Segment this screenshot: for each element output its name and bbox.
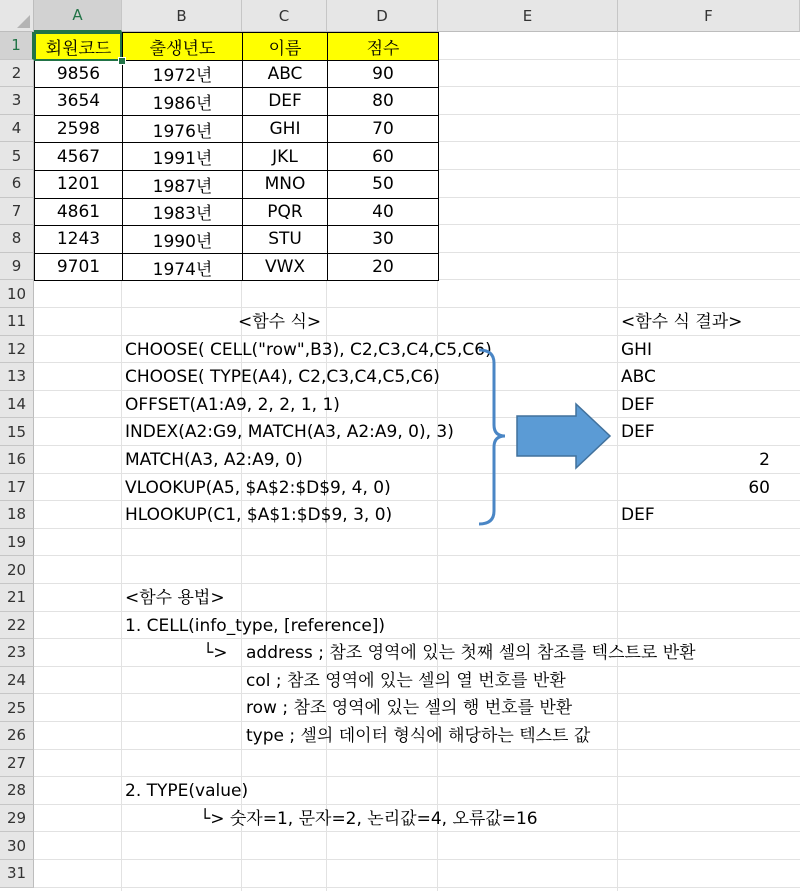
formula-text[interactable]: VLOOKUP(A5, $A$2:$D$9, 4, 0) bbox=[125, 477, 391, 498]
cell-function-heading[interactable]: 1. CELL(info_type, [reference]) bbox=[125, 615, 386, 636]
result-text[interactable]: DEF bbox=[621, 394, 655, 415]
row-header-31[interactable]: 31 bbox=[0, 860, 34, 888]
table-cell[interactable]: 90 bbox=[327, 60, 439, 89]
table-cell[interactable]: 1990년 bbox=[122, 225, 243, 254]
row-header-16[interactable]: 16 bbox=[0, 446, 34, 474]
table-cell[interactable]: 40 bbox=[327, 198, 439, 227]
right-arrow-icon[interactable] bbox=[517, 404, 610, 468]
column-header-f[interactable]: F bbox=[618, 0, 800, 32]
table-cell[interactable]: MNO bbox=[242, 170, 328, 199]
formula-text[interactable]: CHOOSE( TYPE(A4), C2,C3,C4,C5,C6) bbox=[125, 367, 440, 388]
formula-text[interactable]: OFFSET(A1:A9, 2, 2, 1, 1) bbox=[125, 394, 340, 415]
table-cell[interactable]: 1243 bbox=[34, 225, 123, 254]
result-text[interactable]: ABC bbox=[621, 367, 656, 388]
row-header-22[interactable]: 22 bbox=[0, 612, 34, 640]
column-header-c[interactable]: C bbox=[242, 0, 327, 32]
column-header-d[interactable]: D bbox=[327, 0, 438, 32]
cell-info-type-line[interactable]: type ; 셀의 데이터 형식에 해당하는 텍스트 값 bbox=[246, 726, 591, 746]
result-number[interactable]: 2 bbox=[759, 450, 770, 470]
row-header-1[interactable]: 1 bbox=[0, 32, 34, 60]
formula-text[interactable]: CHOOSE( CELL("row",B3), C2,C3,C4,C5,C6) bbox=[125, 339, 492, 360]
row-header-19[interactable]: 19 bbox=[0, 529, 34, 557]
table-cell[interactable]: 20 bbox=[327, 253, 439, 282]
table-cell[interactable]: 50 bbox=[327, 170, 439, 199]
formula-title[interactable]: <함수 식> bbox=[238, 312, 322, 332]
table-header-cell[interactable]: 출생년도 bbox=[122, 32, 243, 61]
row-header-26[interactable]: 26 bbox=[0, 722, 34, 750]
column-header-b[interactable]: B bbox=[122, 0, 242, 32]
row-header-9[interactable]: 9 bbox=[0, 253, 34, 281]
row-header-24[interactable]: 24 bbox=[0, 667, 34, 695]
row-header-10[interactable]: 10 bbox=[0, 280, 34, 308]
table-cell[interactable]: PQR bbox=[242, 198, 328, 227]
row-header-12[interactable]: 12 bbox=[0, 336, 34, 364]
fill-handle[interactable] bbox=[118, 57, 126, 65]
usage-title[interactable]: <함수 용법> bbox=[125, 588, 225, 608]
type-function-heading[interactable]: 2. TYPE(value) bbox=[125, 781, 249, 802]
cell-info-type-line[interactable]: address ; 참조 영역에 있는 첫째 셀의 참조를 텍스트로 반환 bbox=[246, 643, 696, 664]
row-header-2[interactable]: 2 bbox=[0, 60, 34, 88]
table-cell[interactable]: 70 bbox=[327, 115, 439, 144]
table-cell[interactable]: 1972년 bbox=[122, 60, 243, 89]
result-number[interactable]: 60 bbox=[748, 477, 770, 498]
row-header-15[interactable]: 15 bbox=[0, 418, 34, 446]
row-header-23[interactable]: 23 bbox=[0, 639, 34, 667]
table-cell[interactable]: JKL bbox=[242, 142, 328, 171]
table-cell[interactable]: 30 bbox=[327, 225, 439, 254]
table-cell[interactable]: 4861 bbox=[34, 198, 123, 227]
table-cell[interactable]: 1983년 bbox=[122, 198, 243, 227]
row-header-29[interactable]: 29 bbox=[0, 805, 34, 833]
cell-arrow-marker: └> bbox=[203, 643, 228, 664]
type-values-line[interactable]: └> 숫자=1, 문자=2, 논리값=4, 오류값=16 bbox=[200, 808, 538, 829]
row-header-5[interactable]: 5 bbox=[0, 142, 34, 170]
row-header-8[interactable]: 8 bbox=[0, 225, 34, 253]
result-text[interactable]: DEF bbox=[621, 505, 655, 526]
cell-info-type-line[interactable]: col ; 참조 영역에 있는 셀의 열 번호를 반환 bbox=[246, 670, 566, 691]
row-header-18[interactable]: 18 bbox=[0, 501, 34, 529]
column-header-e[interactable]: E bbox=[438, 0, 618, 32]
table-cell[interactable]: VWX bbox=[242, 253, 328, 282]
result-text[interactable]: DEF bbox=[621, 422, 655, 443]
result-title[interactable]: <함수 식 결과> bbox=[621, 312, 743, 332]
curly-brace-icon[interactable] bbox=[479, 350, 505, 524]
row-header-25[interactable]: 25 bbox=[0, 694, 34, 722]
column-header-a[interactable]: A bbox=[34, 0, 122, 32]
table-cell[interactable]: 60 bbox=[327, 142, 439, 171]
table-cell[interactable]: 80 bbox=[327, 87, 439, 116]
result-text[interactable]: GHI bbox=[621, 339, 652, 360]
table-header-cell[interactable]: 점수 bbox=[327, 32, 439, 61]
table-cell[interactable]: 1986년 bbox=[122, 87, 243, 116]
table-header-cell[interactable]: 회원코드 bbox=[34, 32, 123, 61]
table-cell[interactable]: DEF bbox=[242, 87, 328, 116]
row-header-4[interactable]: 4 bbox=[0, 115, 34, 143]
table-cell[interactable]: 9701 bbox=[34, 253, 123, 282]
row-header-30[interactable]: 30 bbox=[0, 832, 34, 860]
row-header-21[interactable]: 21 bbox=[0, 584, 34, 612]
formula-text[interactable]: MATCH(A3, A2:A9, 0) bbox=[125, 450, 303, 470]
row-header-17[interactable]: 17 bbox=[0, 474, 34, 502]
table-cell[interactable]: ABC bbox=[242, 60, 328, 89]
row-header-3[interactable]: 3 bbox=[0, 87, 34, 115]
table-cell[interactable]: GHI bbox=[242, 115, 328, 144]
table-cell[interactable]: 9856 bbox=[34, 60, 123, 89]
row-header-6[interactable]: 6 bbox=[0, 170, 34, 198]
table-cell[interactable]: 1991년 bbox=[122, 142, 243, 171]
row-header-11[interactable]: 11 bbox=[0, 308, 34, 336]
row-header-20[interactable]: 20 bbox=[0, 556, 34, 584]
table-cell[interactable]: 1987년 bbox=[122, 170, 243, 199]
row-header-28[interactable]: 28 bbox=[0, 777, 34, 805]
row-header-27[interactable]: 27 bbox=[0, 750, 34, 778]
table-cell[interactable]: STU bbox=[242, 225, 328, 254]
table-header-cell[interactable]: 이름 bbox=[242, 32, 328, 61]
table-cell[interactable]: 1976년 bbox=[122, 115, 243, 144]
cell-info-type-line[interactable]: row ; 참조 영역에 있는 셀의 행 번호를 반환 bbox=[246, 698, 573, 719]
row-header-7[interactable]: 7 bbox=[0, 198, 34, 226]
formula-text[interactable]: HLOOKUP(C1, $A$1:$D$9, 3, 0) bbox=[125, 505, 393, 526]
table-cell[interactable]: 1201 bbox=[34, 170, 123, 199]
table-cell[interactable]: 1974년 bbox=[122, 253, 243, 282]
row-header-14[interactable]: 14 bbox=[0, 391, 34, 419]
table-cell[interactable]: 2598 bbox=[34, 115, 123, 144]
table-cell[interactable]: 4567 bbox=[34, 142, 123, 171]
row-header-13[interactable]: 13 bbox=[0, 363, 34, 391]
formula-text[interactable]: INDEX(A2:G9, MATCH(A3, A2:A9, 0), 3) bbox=[125, 422, 454, 443]
table-cell[interactable]: 3654 bbox=[34, 87, 123, 116]
